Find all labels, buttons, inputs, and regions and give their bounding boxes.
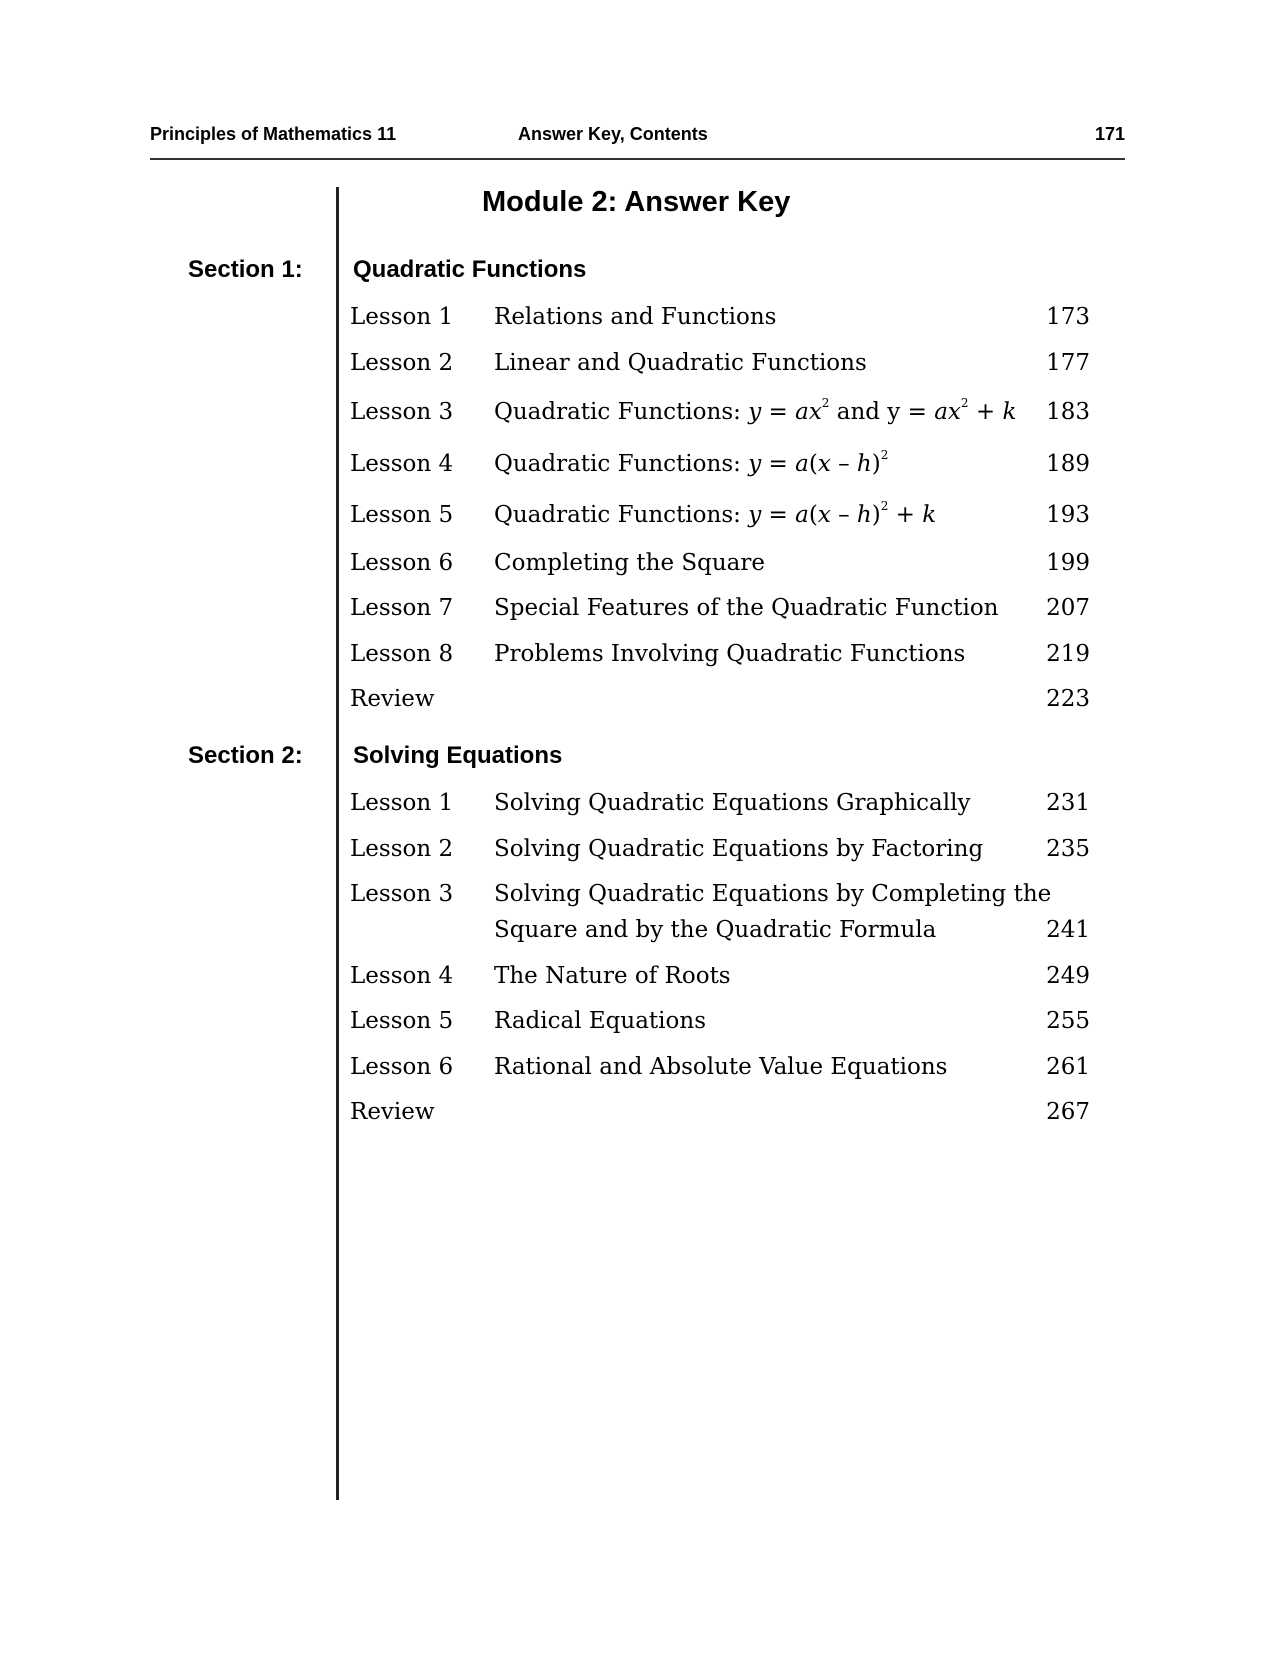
lesson-page: 249 (1046, 963, 1090, 989)
section-1-title: Quadratic Functions (353, 256, 587, 283)
lesson-page: 189 (1046, 451, 1090, 477)
section-2-label: Section 2: (188, 742, 303, 769)
lesson-label: Lesson 5 (350, 1008, 454, 1034)
lesson-topic: Problems Involving Quadratic Functions (494, 641, 966, 667)
lesson-label: Review (350, 1099, 435, 1125)
lesson-page: 183 (1046, 399, 1090, 425)
page-number: 171 (1094, 124, 1125, 144)
book-title: Principles of Mathematics 11 (150, 124, 397, 144)
lesson-topic: Linear and Quadratic Functions (494, 350, 867, 376)
lesson-page: 219 (1046, 641, 1090, 667)
lesson-topic-continued: Square and by the Quadratic Formula (494, 917, 937, 943)
section-2-title: Solving Equations (353, 742, 563, 769)
lesson-page: 267 (1046, 1099, 1090, 1125)
lesson-topic: Quadratic Functions: y = a(x – h)$^2$ (494, 448, 889, 477)
lesson-label: Lesson 1 (350, 790, 454, 816)
running-header (150, 120, 1125, 150)
lesson-label: Lesson 6 (350, 550, 454, 576)
lesson-topic: Solving Quadratic Equations by Factoring (494, 836, 984, 862)
lesson-label: Lesson 3 (350, 881, 454, 907)
lesson-page: 193 (1046, 502, 1090, 528)
lesson-label: Lesson 5 (350, 502, 454, 528)
lesson-page: 261 (1046, 1054, 1090, 1080)
lesson-label: Lesson 2 (350, 350, 454, 376)
lesson-page: 231 (1046, 790, 1090, 816)
header-section-name: Answer Key, Contents (518, 124, 708, 144)
lesson-topic: Solving Quadratic Equations by Completing the (494, 881, 1052, 907)
page-title: Module 2: Answer Key (482, 186, 791, 218)
lesson-label: Lesson 4 (350, 451, 454, 477)
lesson-topic: Quadratic Functions: y = a(x – h)$^2$ + k (494, 499, 937, 528)
lesson-page: 199 (1046, 550, 1090, 576)
lesson-label: Lesson 8 (350, 641, 454, 667)
lesson-topic: Completing the Square (494, 550, 765, 576)
lesson-label: Lesson 2 (350, 836, 454, 862)
vertical-divider (336, 187, 339, 1500)
lesson-label: Lesson 1 (350, 304, 454, 330)
lesson-topic: Rational and Absolute Value Equations (494, 1054, 948, 1080)
section-1-label: Section 1: (188, 256, 303, 283)
lesson-page: 223 (1046, 686, 1090, 712)
lesson-topic: Solving Quadratic Equations Graphically (494, 790, 971, 816)
lesson-topic: Special Features of the Quadratic Function (494, 595, 999, 621)
lesson-page: 173 (1046, 304, 1090, 330)
lesson-label: Lesson 6 (350, 1054, 454, 1080)
lesson-page: 207 (1046, 595, 1090, 621)
lesson-label: Lesson 7 (350, 595, 454, 621)
lesson-label: Lesson 4 (350, 963, 454, 989)
lesson-page: 255 (1046, 1008, 1090, 1034)
lesson-label: Review (350, 686, 435, 712)
lesson-topic: Relations and Functions (494, 304, 777, 330)
lesson-page: 241 (1046, 917, 1090, 943)
lesson-topic: The Nature of Roots (494, 963, 731, 989)
lesson-page: 177 (1046, 350, 1090, 376)
lesson-topic: Quadratic Functions: $y = ax^2$ and $y = ax^2 + k$ (494, 396, 1017, 425)
lesson-label: Lesson 3 (350, 399, 454, 425)
header-rule (150, 158, 1125, 160)
lesson-page: 235 (1046, 836, 1090, 862)
lesson-topic: Radical Equations (494, 1008, 706, 1034)
